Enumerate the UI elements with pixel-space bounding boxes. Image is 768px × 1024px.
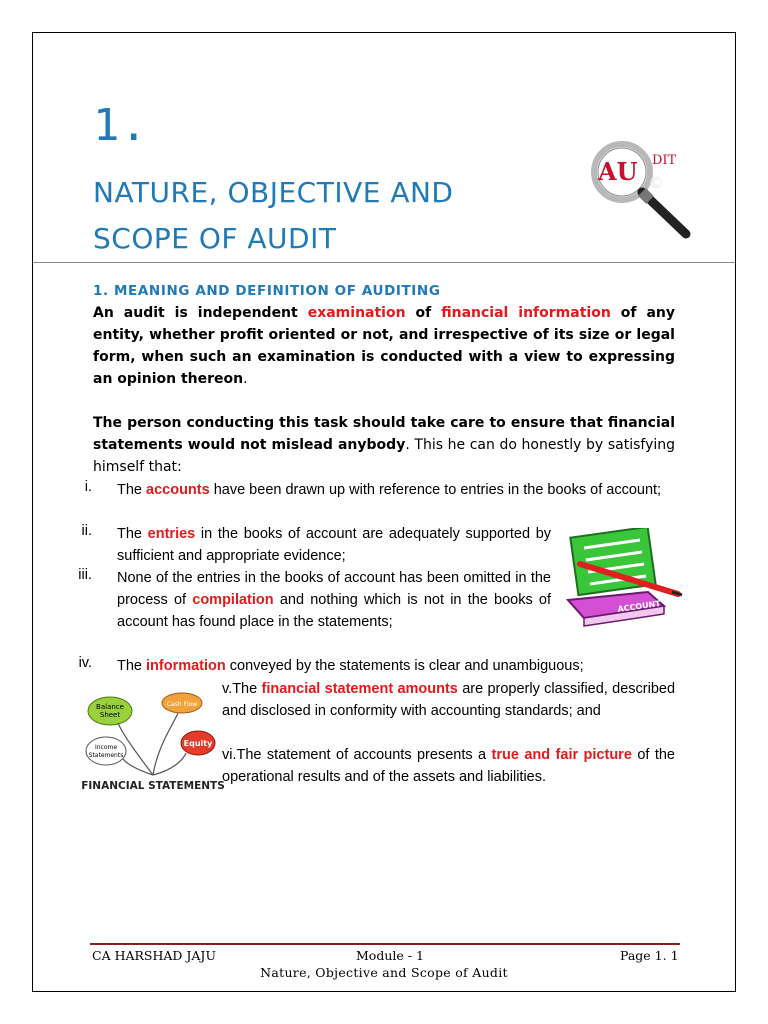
intro-paragraph	[93, 412, 675, 478]
list-item-keyword: true and fair picture	[491, 747, 632, 763]
svg-text:Statements: Statements	[88, 752, 124, 759]
audit-magnifier-icon	[588, 138, 700, 242]
cash-flow-label: Cash Flow	[166, 701, 198, 708]
financial-statements-caption: FINANCIAL STATEMENTS	[81, 780, 225, 792]
list-item-text: are properly classified, described and disclosed in conformity with accounting standards; and	[222, 681, 676, 719]
section-heading: 1. MEANING AND DEFINITION OF AUDITING	[93, 283, 441, 299]
list-item-text: in the books of account are adequately supported by sufficient and appropriate evidence;	[117, 526, 552, 564]
chapter-title-line1: NATURE, OBJECTIVE AND	[93, 176, 454, 209]
list-number: iv.	[78, 655, 92, 671]
title-divider	[33, 262, 735, 263]
intro-text: . This he can do honestly by satisfying himself that:	[93, 437, 675, 475]
equity-label: Equity	[183, 739, 213, 748]
list-item-text: and nothing which is not in the books of account has found place in the statements;	[117, 592, 552, 630]
list-number: vi.	[222, 747, 237, 763]
list-number: v.	[222, 681, 233, 697]
list-item-keyword: entries	[147, 526, 196, 542]
footer-page-number: Page 1. 1	[620, 948, 679, 963]
list-number: i.	[84, 479, 92, 495]
definition-text-2: of	[405, 305, 442, 321]
list-number: ii.	[81, 523, 92, 539]
list-item-text: The statement of accounts presents a	[236, 747, 492, 763]
balance-sheet-label: Balance	[96, 703, 124, 711]
list-item-text: The	[117, 658, 147, 674]
list-item-keyword: information	[146, 658, 226, 674]
list-item-text: conveyed by the statements is clear and unambiguous;	[225, 658, 584, 674]
list-item-text: None of the entries in the books of account has been omitted in the process of	[117, 570, 551, 608]
list-item-keyword: financial statement amounts	[261, 681, 458, 697]
footer-author: CA HARSHAD JAJU	[92, 948, 216, 963]
footer-subtitle: Nature, Objective and Scope of Audit	[260, 965, 508, 980]
financial-statements-diagram	[78, 685, 228, 795]
definition-text-3: of any entity, whether profit oriented or not, and irrespective of its size or legal form, when such an examination is conducted with a view to expressing an opinion thereon	[93, 305, 675, 387]
chapter-title-line2: SCOPE OF AUDIT	[93, 222, 337, 255]
list-number: iii.	[78, 567, 92, 583]
list-item	[117, 523, 551, 567]
definition-text-1: An audit is independent	[93, 305, 308, 321]
list-item-text: The	[232, 681, 262, 697]
definition-keyword-financial-information: financial information	[441, 305, 611, 321]
definition-text-4: .	[243, 371, 248, 387]
list-item-keyword: compilation	[192, 592, 274, 608]
list-item	[117, 655, 677, 677]
list-item-keyword: accounts	[146, 482, 210, 498]
svg-text:AU: AU	[598, 157, 638, 186]
book-label: ACCOUNT	[617, 599, 662, 614]
intro-bold-text: The person conducting this task should take care to ensure that financial statements would not mislead anybody	[93, 415, 675, 453]
list-item	[117, 567, 551, 633]
chapter-number: 1.	[93, 100, 148, 151]
income-statements-label: Income	[94, 744, 118, 751]
footer-divider	[90, 943, 680, 945]
svg-text:©: ©	[648, 173, 664, 192]
list-item	[222, 744, 675, 788]
list-item-text: The	[117, 526, 148, 542]
definition-paragraph	[93, 302, 675, 390]
svg-text:DIT: DIT	[652, 153, 677, 168]
list-item-text: The	[117, 482, 147, 498]
list-item	[222, 678, 675, 722]
list-item	[117, 479, 675, 501]
svg-text:Sheet: Sheet	[99, 711, 121, 719]
footer-module: Module - 1	[356, 948, 424, 963]
list-item-text: of the operational results and of the assets and liabilities.	[222, 747, 675, 785]
list-item-text: have been drawn up with reference to entries in the books of account;	[209, 482, 662, 498]
definition-keyword-examination: examination	[307, 305, 406, 321]
chapter-title	[93, 170, 454, 262]
account-book-icon	[560, 528, 684, 628]
